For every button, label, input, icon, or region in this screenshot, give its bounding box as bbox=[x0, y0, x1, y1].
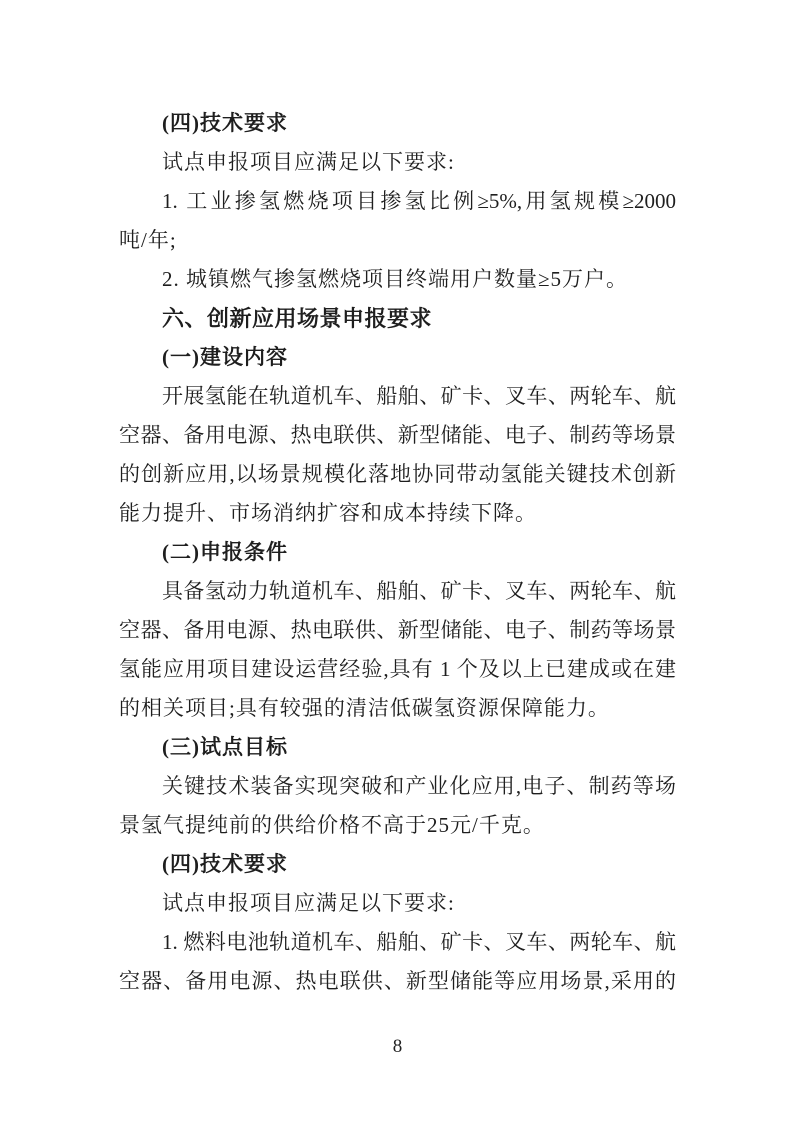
heading-sec6-part1-construction-content: (一)建设内容 bbox=[162, 345, 288, 369]
paragraph-line: 氢能应用项目建设运营经验,具有 1 个及以上已建成或在建 bbox=[119, 657, 676, 681]
paragraph-line: 空器、备用电源、热电联供、新型储能、电子、制药等场景 bbox=[119, 423, 676, 447]
paragraph-line: 空器、备用电源、热电联供、新型储能、电子、制药等场景 bbox=[119, 618, 676, 642]
list-item-2: 2. 城镇燃气掺氢燃烧项目终端用户数量≥5万户。 bbox=[162, 267, 629, 291]
list-item-1-line2: 空器、备用电源、热电联供、新型储能等应用场景,采用的 bbox=[119, 969, 676, 993]
paragraph-line: 开展氢能在轨道机车、船舶、矿卡、叉车、两轮车、航 bbox=[162, 384, 676, 408]
list-item-1-line1: 1. 燃料电池轨道机车、船舶、矿卡、叉车、两轮车、航 bbox=[162, 930, 676, 954]
page-number: 8 bbox=[392, 1036, 403, 1057]
list-item-1-line2: 吨/年; bbox=[119, 228, 177, 252]
paragraph-line: 能力提升、市场消纳扩容和成本持续下降。 bbox=[119, 501, 537, 525]
paragraph-line: 具备氢动力轨道机车、船舶、矿卡、叉车、两轮车、航 bbox=[162, 579, 676, 603]
document-body bbox=[119, 104, 676, 1001]
list-item-1-line1: 1. 工业掺氢燃烧项目掺氢比例≥5%,用氢规模≥2000 bbox=[162, 189, 676, 213]
paragraph-line: 景氢气提纯前的供给价格不高于25元/千克。 bbox=[119, 813, 545, 837]
heading-section6: 六、创新应用场景申报要求 bbox=[162, 306, 433, 331]
paragraph-line: 的创新应用,以场景规模化落地协同带动氢能关键技术创新 bbox=[119, 462, 676, 486]
paragraph-line-intro: 试点申报项目应满足以下要求: bbox=[162, 150, 455, 174]
paragraph-line: 的相关项目;具有较强的清洁低碳氢资源保障能力。 bbox=[119, 696, 610, 720]
heading-sec6-part3-pilot-goals: (三)试点目标 bbox=[162, 735, 288, 759]
paragraph-line: 关键技术装备实现突破和产业化应用,电子、制药等场 bbox=[162, 774, 676, 798]
heading-sec5-part4-tech-requirements: (四)技术要求 bbox=[162, 111, 288, 135]
paragraph-line-intro: 试点申报项目应满足以下要求: bbox=[162, 891, 455, 915]
heading-sec6-part2-application-conditions: (二)申报条件 bbox=[162, 540, 288, 564]
heading-sec6-part4-tech-requirements: (四)技术要求 bbox=[162, 852, 288, 876]
